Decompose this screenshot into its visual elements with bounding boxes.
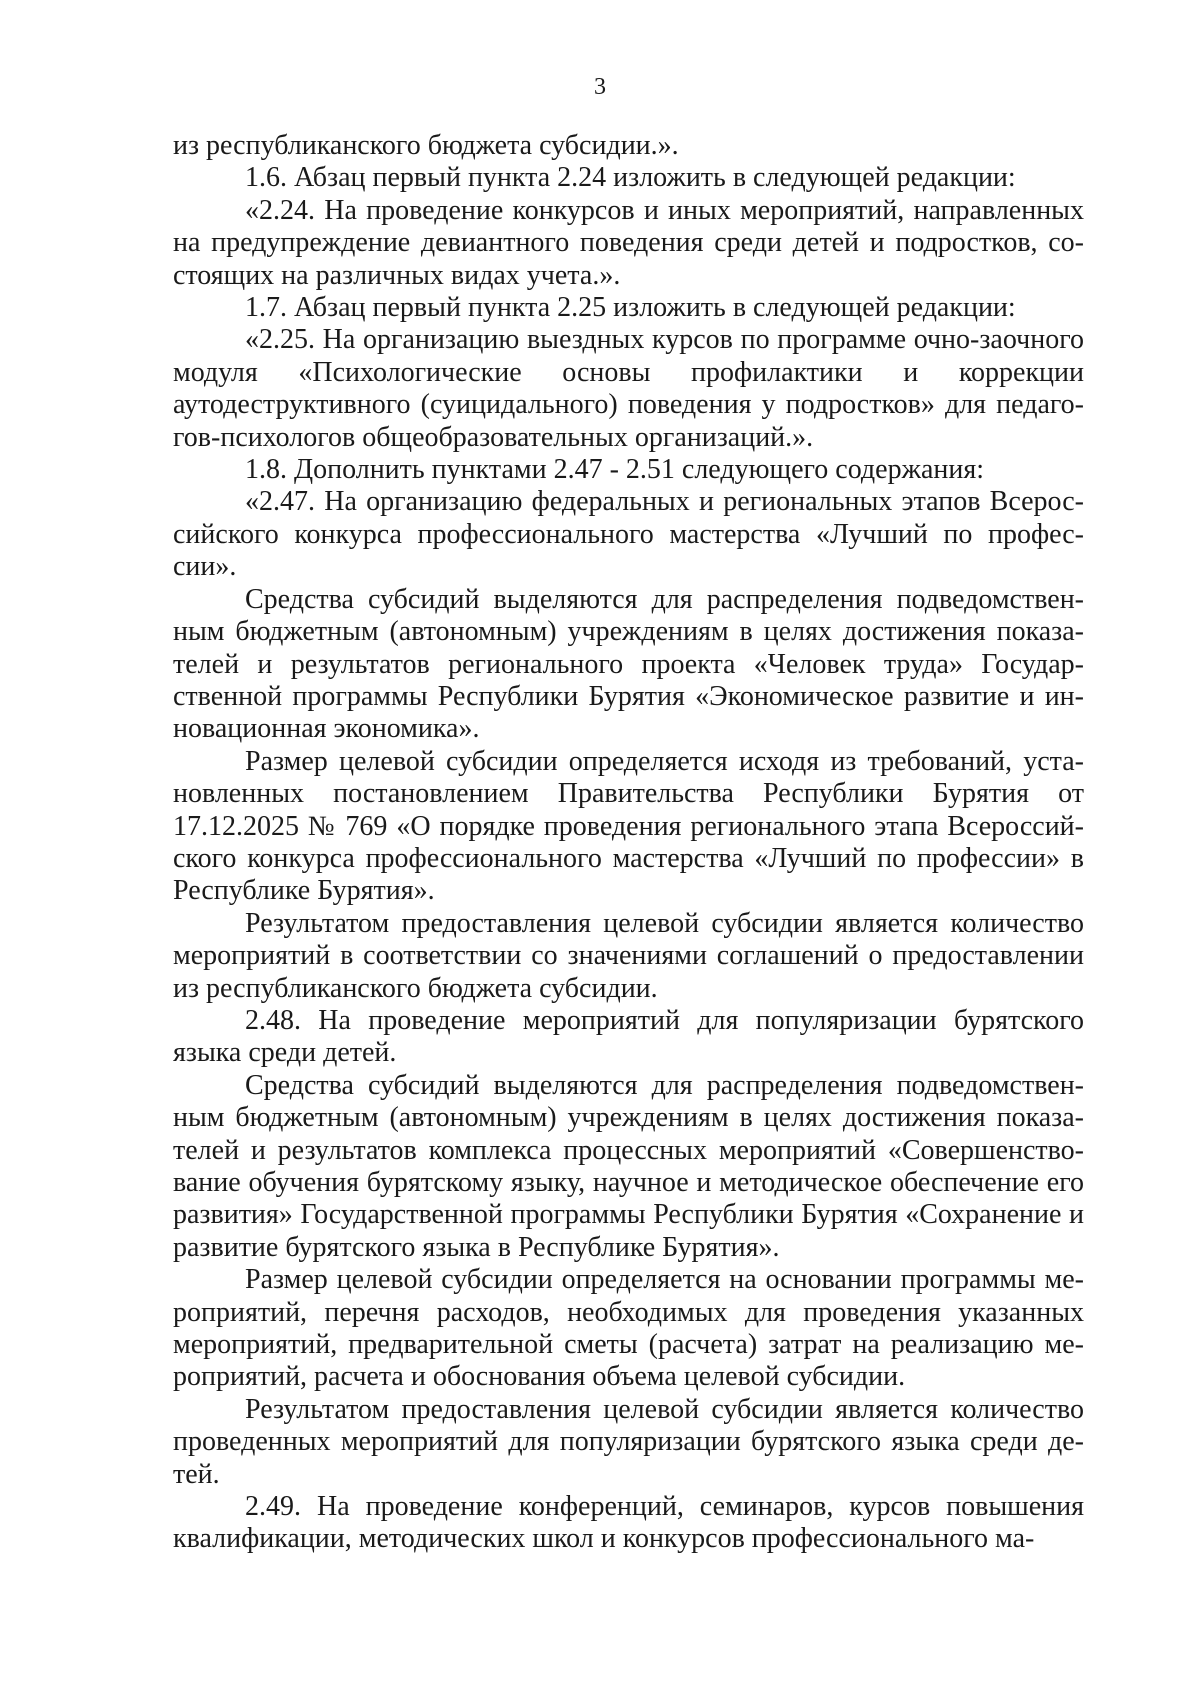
paragraph-continuation: из республиканского бюджета субсидии.». — [173, 130, 679, 161]
paragraph-item-2-48: 2.48. На проведение мероприятий для популяризации бурятского языка среди детей. — [173, 1004, 1084, 1069]
paragraph-funding-2-48: Средства субсидий выделяются для распределения подведомственным бюджетным (автономным) учреждениям в целях достижения показателей и результатов комплекса процессных мероприятий «Совершенствование обучения бурятскому языку, научное и методическое обеспечение его развития» Государственной программы Республики Бурятия «Сохранение и развитие бурятского языка в Республике Бурятия». — [173, 1069, 1084, 1263]
paragraph-item-1-8: 1.8. Дополнить пунктами 2.47 - 2.51 следующего содержания: — [245, 454, 984, 486]
paragraph-item-1-7: 1.7. Абзац первый пункта 2.25 изложить в следующей редакции: — [245, 292, 1016, 324]
paragraph-funding-2-47: Средства субсидий выделяются для распределения подведомственным бюджетным (автономным) учреждениям в целях достижения показателей и результатов регионального проекта «Человек труда» Государственной программы Республики Бурятия «Экономическое развитие и инновационная экономика». — [173, 583, 1084, 745]
paragraph-result-2-47: Результатом предоставления целевой субсидии является количество мероприятий в соответствии со значениями соглашений о предоставлении из республиканского бюджета субсидии. — [173, 907, 1084, 1004]
paragraph-amount-2-47: Размер целевой субсидии определяется исходя из требований, установленных постановлением Правительства Республики Бурятия от 17.12.2025 № 769 «О порядке проведения регионального этапа Всероссийского конкурса профессионального мастерства «Лучший по профессии» в Республике Бурятия». — [173, 745, 1084, 907]
page-number: 3 — [594, 74, 606, 100]
paragraph-amount-2-48: Размер целевой субсидии определяется на основании программы мероприятий, перечня расходов, необходимых для проведения указанных мероприятий, предварительной сметы (расчета) затрат на реализацию мероприятий, расчета и обоснования объема целевой субсидии. — [173, 1264, 1084, 1393]
paragraph-item-2-49: 2.49. На проведение конференций, семинаров, курсов повышения квалификации, методических школ и конкурсов профессионального ма- — [173, 1491, 1084, 1555]
paragraph-item-1-6: 1.6. Абзац первый пункта 2.24 изложить в следующей редакции: — [245, 162, 1016, 194]
paragraph-quote-2-47: «2.47. На организацию федеральных и региональных этапов Всероссийского конкурса профессионального мастерства «Лучший по профессии». — [173, 486, 1084, 583]
document-body — [173, 130, 1084, 1556]
paragraph-quote-2-24: «2.24. На проведение конкурсов и иных мероприятий, направленных на предупреждение девиантного поведения среди детей и подростков, состоящих на различных видах учета.». — [173, 194, 1084, 291]
paragraph-quote-2-25: «2.25. На организацию выездных курсов по программе очно-заочного модуля «Психологические основы профилактики и коррекции аутодеструктивного (суицидального) поведения у подростков» для педагогов-психологов общеобразовательных организаций.». — [173, 324, 1084, 453]
paragraph-result-2-48: Результатом предоставления целевой субсидии является количество проведенных мероприятий для популяризации бурятского языка среди детей. — [173, 1393, 1084, 1490]
